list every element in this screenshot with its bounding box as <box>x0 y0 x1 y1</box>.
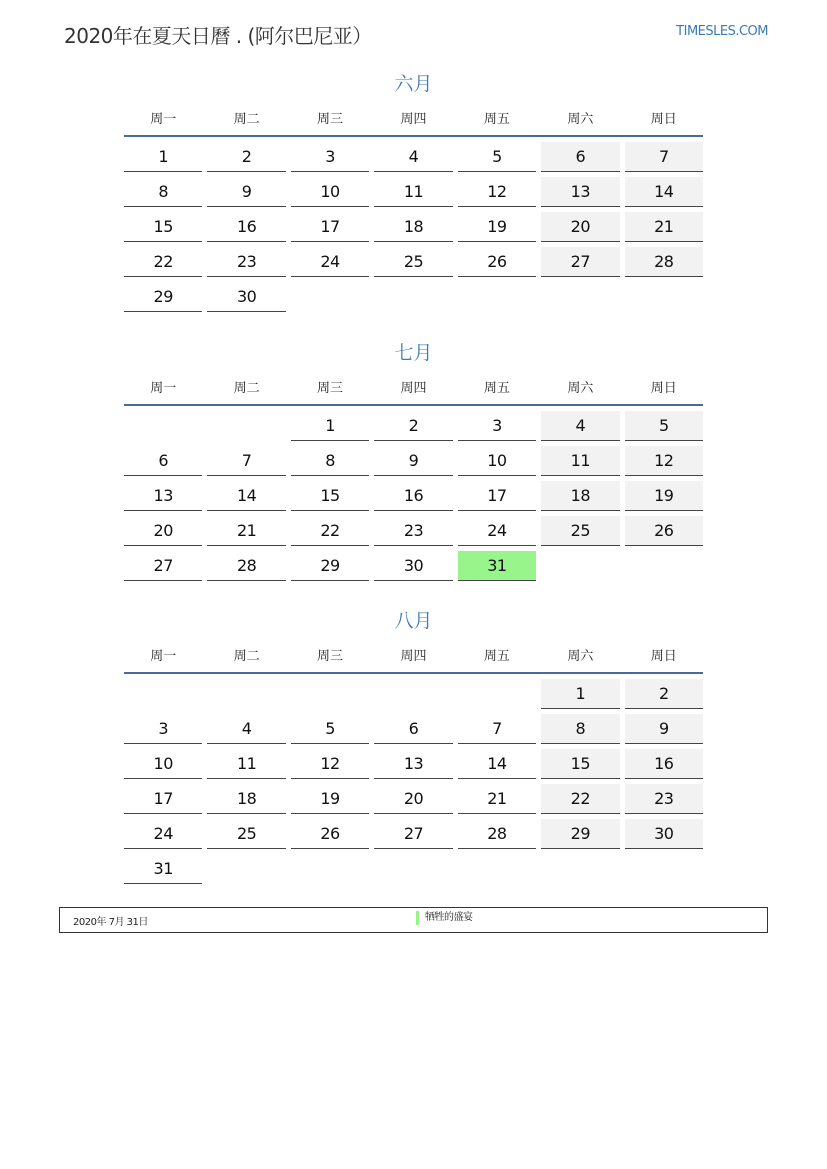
day-cell: 2 <box>625 679 703 709</box>
day-cell: 25 <box>374 247 452 277</box>
day-cell: 20 <box>541 212 619 242</box>
site-link[interactable]: TIMESLES.COM <box>676 24 768 39</box>
day-cell: 19 <box>625 481 703 511</box>
weekday-header <box>124 644 703 670</box>
day-cell: 3 <box>458 411 536 441</box>
empty-cell <box>124 679 202 709</box>
day-cell: 1 <box>541 679 619 709</box>
weekday-label: 周五 <box>483 649 510 664</box>
day-cell: 3 <box>124 714 202 744</box>
day-cell: 12 <box>625 446 703 476</box>
day-cell: 17 <box>124 784 202 814</box>
day-cell: 4 <box>207 714 285 744</box>
day-cell: 25 <box>207 819 285 849</box>
day-cell: 21 <box>625 212 703 242</box>
day-cell: 1 <box>124 142 202 172</box>
day-cell: 30 <box>207 282 285 312</box>
day-cell: 11 <box>541 446 619 476</box>
day-cell: 7 <box>625 142 703 172</box>
day-grid <box>124 142 703 312</box>
day-cell: 31 <box>124 854 202 884</box>
weekday-label: 周三 <box>317 112 344 127</box>
weekday-label: 周一 <box>150 112 177 127</box>
header-divider <box>124 672 703 674</box>
footer-box <box>59 907 768 933</box>
month-title: 六月 <box>394 73 433 95</box>
empty-cell <box>207 679 285 709</box>
day-cell: 20 <box>374 784 452 814</box>
day-cell: 25 <box>541 516 619 546</box>
day-cell: 15 <box>291 481 369 511</box>
empty-cell <box>458 679 536 709</box>
weekday-label: 周四 <box>400 381 427 396</box>
day-cell: 12 <box>458 177 536 207</box>
weekday-label: 周三 <box>317 649 344 664</box>
day-cell: 26 <box>625 516 703 546</box>
footer-holiday: 牺牲的盛宴 <box>416 911 473 925</box>
day-cell: 9 <box>374 446 452 476</box>
empty-cell <box>207 411 285 441</box>
day-cell: 26 <box>291 819 369 849</box>
day-cell: 3 <box>291 142 369 172</box>
day-cell: 12 <box>291 749 369 779</box>
day-cell: 30 <box>625 819 703 849</box>
day-cell: 7 <box>458 714 536 744</box>
day-cell: 22 <box>124 247 202 277</box>
month-june <box>124 72 703 312</box>
day-cell: 27 <box>541 247 619 277</box>
day-cell: 13 <box>541 177 619 207</box>
day-cell: 28 <box>458 819 536 849</box>
day-cell: 13 <box>124 481 202 511</box>
weekday-label: 周二 <box>233 649 260 664</box>
day-cell: 16 <box>374 481 452 511</box>
day-cell: 1 <box>291 411 369 441</box>
holiday-day-cell: 31 <box>458 551 536 581</box>
day-cell: 8 <box>541 714 619 744</box>
weekday-label: 周一 <box>150 381 177 396</box>
day-cell: 24 <box>458 516 536 546</box>
day-cell: 15 <box>541 749 619 779</box>
day-cell: 4 <box>541 411 619 441</box>
weekday-label: 周四 <box>400 112 427 127</box>
empty-cell <box>374 679 452 709</box>
day-grid <box>124 679 703 884</box>
footer-date: 2020年 7月 31日 <box>73 917 148 928</box>
day-cell: 27 <box>374 819 452 849</box>
weekday-label: 周三 <box>317 381 344 396</box>
weekday-label: 周一 <box>150 649 177 664</box>
day-cell: 6 <box>124 446 202 476</box>
day-cell: 5 <box>458 142 536 172</box>
day-cell: 10 <box>458 446 536 476</box>
day-cell: 17 <box>291 212 369 242</box>
day-cell: 15 <box>124 212 202 242</box>
day-cell: 8 <box>124 177 202 207</box>
day-cell: 20 <box>124 516 202 546</box>
day-cell: 9 <box>625 714 703 744</box>
day-cell: 8 <box>291 446 369 476</box>
month-july <box>124 341 703 581</box>
weekday-label: 周二 <box>233 381 260 396</box>
day-cell: 17 <box>458 481 536 511</box>
day-cell: 16 <box>625 749 703 779</box>
day-cell: 24 <box>291 247 369 277</box>
weekday-header <box>124 376 703 402</box>
day-cell: 14 <box>458 749 536 779</box>
day-cell: 11 <box>374 177 452 207</box>
day-cell: 11 <box>207 749 285 779</box>
weekday-label: 周六 <box>567 381 594 396</box>
day-cell: 23 <box>207 247 285 277</box>
day-cell: 26 <box>458 247 536 277</box>
day-cell: 29 <box>124 282 202 312</box>
day-cell: 14 <box>207 481 285 511</box>
day-cell: 19 <box>291 784 369 814</box>
day-cell: 2 <box>374 411 452 441</box>
day-cell: 27 <box>124 551 202 581</box>
month-title: 七月 <box>394 342 433 364</box>
day-cell: 14 <box>625 177 703 207</box>
weekday-label: 周日 <box>650 649 677 664</box>
weekday-label: 周六 <box>567 649 594 664</box>
weekday-label: 周五 <box>483 381 510 396</box>
day-cell: 30 <box>374 551 452 581</box>
weekday-label: 周日 <box>650 381 677 396</box>
day-cell: 18 <box>207 784 285 814</box>
weekday-label: 周五 <box>483 112 510 127</box>
day-cell: 7 <box>207 446 285 476</box>
header-divider <box>124 135 703 137</box>
empty-cell <box>291 679 369 709</box>
empty-cell <box>124 411 202 441</box>
weekday-label: 周六 <box>567 112 594 127</box>
header-divider <box>124 404 703 406</box>
day-cell: 29 <box>541 819 619 849</box>
day-cell: 24 <box>124 819 202 849</box>
month-august <box>124 609 703 884</box>
day-cell: 18 <box>374 212 452 242</box>
weekday-header <box>124 107 703 133</box>
day-cell: 9 <box>207 177 285 207</box>
day-cell: 4 <box>374 142 452 172</box>
day-cell: 23 <box>625 784 703 814</box>
day-cell: 10 <box>124 749 202 779</box>
weekday-label: 周日 <box>650 112 677 127</box>
day-cell: 16 <box>207 212 285 242</box>
day-cell: 23 <box>374 516 452 546</box>
day-cell: 29 <box>291 551 369 581</box>
weekday-label: 周二 <box>233 112 260 127</box>
day-cell: 2 <box>207 142 285 172</box>
day-cell: 5 <box>291 714 369 744</box>
day-cell: 6 <box>541 142 619 172</box>
page-title: 2020年在夏天日曆 . (阿尔巴尼亚） <box>64 24 372 48</box>
day-cell: 6 <box>374 714 452 744</box>
day-cell: 22 <box>291 516 369 546</box>
day-cell: 22 <box>541 784 619 814</box>
day-cell: 21 <box>207 516 285 546</box>
day-cell: 5 <box>625 411 703 441</box>
day-cell: 28 <box>625 247 703 277</box>
day-cell: 19 <box>458 212 536 242</box>
day-cell: 18 <box>541 481 619 511</box>
day-grid <box>124 411 703 581</box>
day-cell: 13 <box>374 749 452 779</box>
day-cell: 21 <box>458 784 536 814</box>
day-cell: 10 <box>291 177 369 207</box>
weekday-label: 周四 <box>400 649 427 664</box>
month-title: 八月 <box>394 610 433 632</box>
day-cell: 28 <box>207 551 285 581</box>
